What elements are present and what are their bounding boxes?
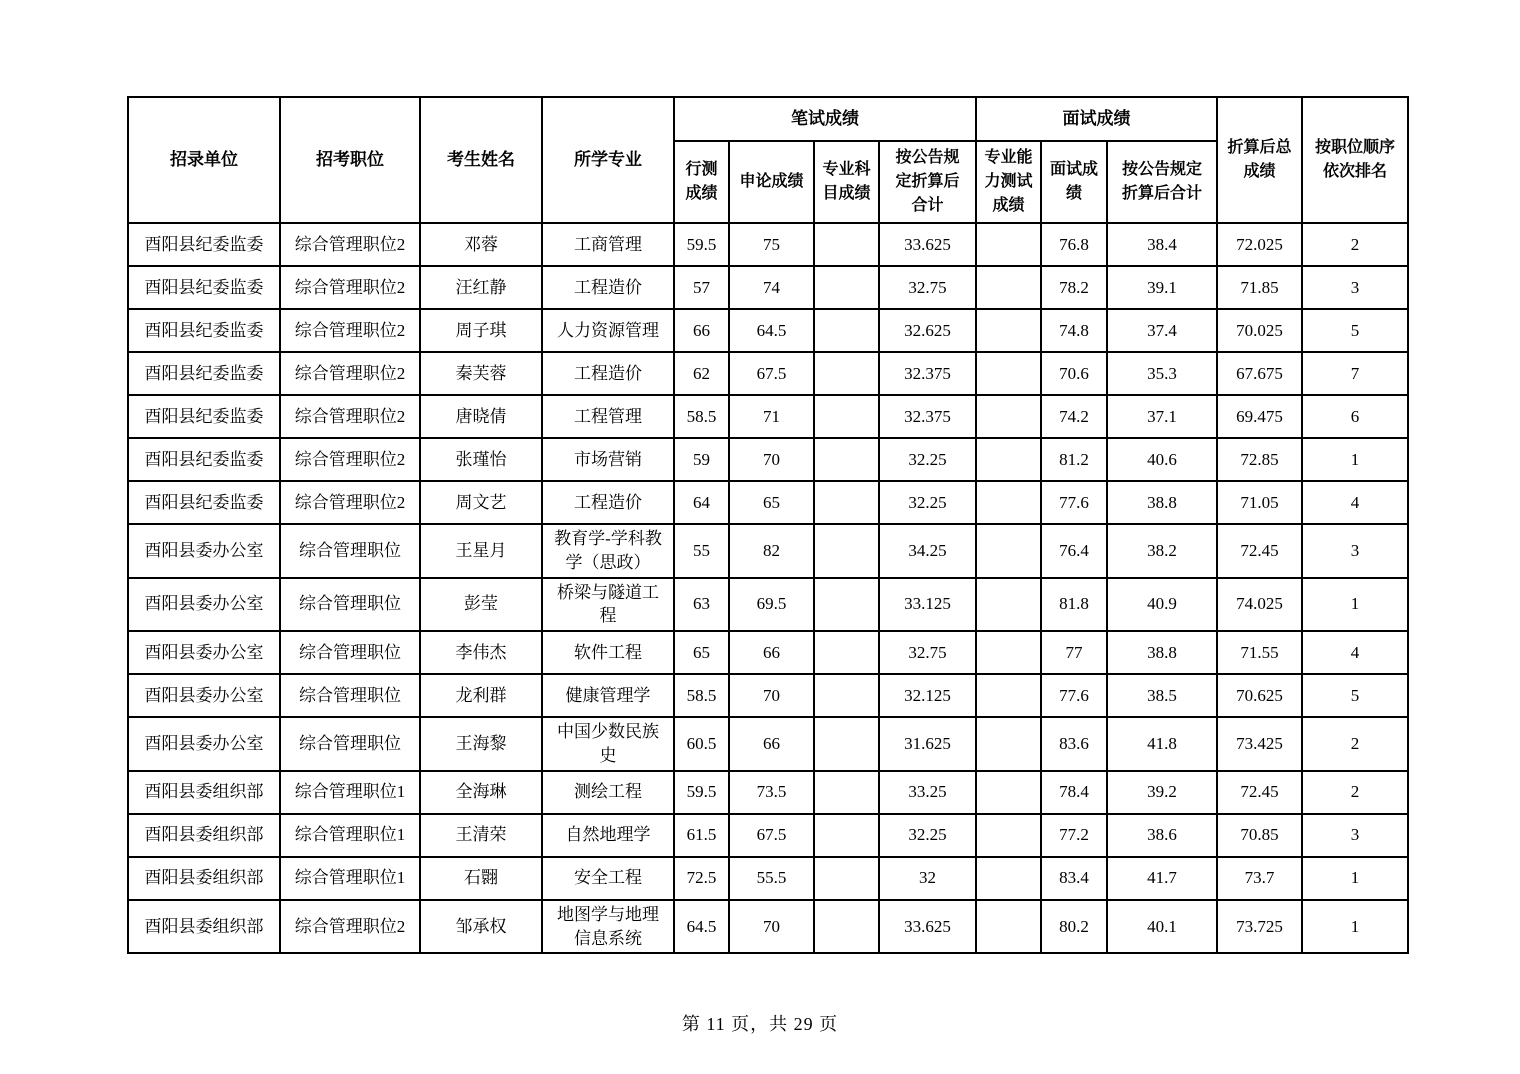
cell-interview-converted: 38.2 bbox=[1107, 524, 1217, 578]
cell-position: 综合管理职位2 bbox=[280, 395, 420, 438]
cell-position: 综合管理职位1 bbox=[280, 771, 420, 814]
cell-rank: 2 bbox=[1302, 771, 1408, 814]
cell-unit: 酉阳县委组织部 bbox=[128, 900, 280, 954]
col-group-interview-score: 面试成绩 bbox=[976, 97, 1217, 141]
cell-rank: 2 bbox=[1302, 223, 1408, 266]
table-row bbox=[128, 900, 1408, 954]
table-body bbox=[128, 223, 1408, 953]
table-row bbox=[128, 631, 1408, 674]
cell-ability-test bbox=[976, 814, 1041, 857]
cell-major: 工程造价 bbox=[542, 481, 674, 524]
cell-rank: 1 bbox=[1302, 857, 1408, 900]
cell-name: 彭莹 bbox=[420, 578, 542, 632]
cell-written-converted: 34.25 bbox=[879, 524, 976, 578]
cell-ability-test bbox=[976, 352, 1041, 395]
cell-xingce: 64.5 bbox=[674, 900, 729, 954]
cell-major: 健康管理学 bbox=[542, 674, 674, 717]
cell-written-converted: 33.25 bbox=[879, 771, 976, 814]
cell-final-total: 70.85 bbox=[1217, 814, 1302, 857]
cell-position: 综合管理职位2 bbox=[280, 900, 420, 954]
cell-subject bbox=[814, 481, 879, 524]
cell-interview-score: 74.2 bbox=[1041, 395, 1107, 438]
cell-position: 综合管理职位2 bbox=[280, 352, 420, 395]
cell-written-converted: 33.625 bbox=[879, 223, 976, 266]
cell-major: 工程造价 bbox=[542, 352, 674, 395]
table-header bbox=[128, 97, 1408, 223]
cell-shenlun: 70 bbox=[729, 438, 814, 481]
cell-rank: 3 bbox=[1302, 524, 1408, 578]
cell-subject bbox=[814, 814, 879, 857]
cell-interview-score: 77.6 bbox=[1041, 674, 1107, 717]
cell-rank: 3 bbox=[1302, 814, 1408, 857]
cell-unit: 酉阳县委办公室 bbox=[128, 578, 280, 632]
col-header-ability-test: 专业能力测试成绩 bbox=[976, 141, 1041, 223]
cell-final-total: 74.025 bbox=[1217, 578, 1302, 632]
cell-interview-score: 77.2 bbox=[1041, 814, 1107, 857]
cell-shenlun: 55.5 bbox=[729, 857, 814, 900]
cell-unit: 酉阳县委办公室 bbox=[128, 674, 280, 717]
table-row bbox=[128, 524, 1408, 578]
cell-position: 综合管理职位 bbox=[280, 631, 420, 674]
cell-subject bbox=[814, 524, 879, 578]
cell-final-total: 71.55 bbox=[1217, 631, 1302, 674]
cell-shenlun: 71 bbox=[729, 395, 814, 438]
cell-xingce: 58.5 bbox=[674, 674, 729, 717]
cell-name: 王清荣 bbox=[420, 814, 542, 857]
cell-ability-test bbox=[976, 223, 1041, 266]
cell-interview-converted: 40.9 bbox=[1107, 578, 1217, 632]
cell-rank: 4 bbox=[1302, 481, 1408, 524]
cell-unit: 酉阳县纪委监委 bbox=[128, 266, 280, 309]
cell-subject bbox=[814, 857, 879, 900]
table-row bbox=[128, 814, 1408, 857]
cell-ability-test bbox=[976, 438, 1041, 481]
table-row bbox=[128, 352, 1408, 395]
cell-name: 王海黎 bbox=[420, 717, 542, 771]
cell-interview-score: 83.6 bbox=[1041, 717, 1107, 771]
cell-final-total: 72.85 bbox=[1217, 438, 1302, 481]
cell-written-converted: 33.125 bbox=[879, 578, 976, 632]
cell-subject bbox=[814, 266, 879, 309]
cell-final-total: 67.675 bbox=[1217, 352, 1302, 395]
cell-subject bbox=[814, 674, 879, 717]
cell-unit: 酉阳县纪委监委 bbox=[128, 223, 280, 266]
cell-shenlun: 69.5 bbox=[729, 578, 814, 632]
table-row bbox=[128, 578, 1408, 632]
cell-interview-score: 76.4 bbox=[1041, 524, 1107, 578]
cell-written-converted: 32.75 bbox=[879, 631, 976, 674]
cell-ability-test bbox=[976, 266, 1041, 309]
cell-unit: 酉阳县委组织部 bbox=[128, 814, 280, 857]
col-header-written-converted: 按公告规定折算后合计 bbox=[879, 141, 976, 223]
cell-subject bbox=[814, 717, 879, 771]
table-row bbox=[128, 309, 1408, 352]
cell-interview-score: 81.8 bbox=[1041, 578, 1107, 632]
cell-unit: 酉阳县纪委监委 bbox=[128, 481, 280, 524]
cell-position: 综合管理职位 bbox=[280, 578, 420, 632]
cell-name: 周文艺 bbox=[420, 481, 542, 524]
cell-rank: 1 bbox=[1302, 438, 1408, 481]
cell-xingce: 72.5 bbox=[674, 857, 729, 900]
cell-interview-converted: 38.5 bbox=[1107, 674, 1217, 717]
table-row bbox=[128, 481, 1408, 524]
cell-final-total: 72.025 bbox=[1217, 223, 1302, 266]
cell-final-total: 71.85 bbox=[1217, 266, 1302, 309]
cell-rank: 3 bbox=[1302, 266, 1408, 309]
page-footer: 第 11 页，共 29 页 bbox=[681, 1014, 839, 1034]
header-group-row bbox=[128, 97, 1408, 141]
cell-shenlun: 70 bbox=[729, 674, 814, 717]
cell-xingce: 64 bbox=[674, 481, 729, 524]
cell-major: 软件工程 bbox=[542, 631, 674, 674]
cell-ability-test bbox=[976, 631, 1041, 674]
cell-final-total: 69.475 bbox=[1217, 395, 1302, 438]
cell-written-converted: 32.625 bbox=[879, 309, 976, 352]
cell-position: 综合管理职位1 bbox=[280, 857, 420, 900]
table-row bbox=[128, 674, 1408, 717]
cell-xingce: 59 bbox=[674, 438, 729, 481]
cell-rank: 4 bbox=[1302, 631, 1408, 674]
cell-written-converted: 32.25 bbox=[879, 438, 976, 481]
cell-name: 邓蓉 bbox=[420, 223, 542, 266]
table-row bbox=[128, 438, 1408, 481]
cell-major: 桥梁与隧道工程 bbox=[542, 578, 674, 632]
cell-subject bbox=[814, 223, 879, 266]
col-header-position: 招考职位 bbox=[280, 97, 420, 223]
cell-name: 王星月 bbox=[420, 524, 542, 578]
cell-position: 综合管理职位1 bbox=[280, 814, 420, 857]
cell-written-converted: 32.125 bbox=[879, 674, 976, 717]
cell-interview-score: 80.2 bbox=[1041, 900, 1107, 954]
cell-interview-score: 78.2 bbox=[1041, 266, 1107, 309]
cell-written-converted: 31.625 bbox=[879, 717, 976, 771]
cell-position: 综合管理职位2 bbox=[280, 223, 420, 266]
cell-subject bbox=[814, 771, 879, 814]
cell-name: 石翾 bbox=[420, 857, 542, 900]
cell-ability-test bbox=[976, 857, 1041, 900]
cell-written-converted: 32.375 bbox=[879, 395, 976, 438]
cell-subject bbox=[814, 900, 879, 954]
cell-interview-converted: 38.8 bbox=[1107, 631, 1217, 674]
cell-xingce: 58.5 bbox=[674, 395, 729, 438]
col-header-major: 所学专业 bbox=[542, 97, 674, 223]
cell-interview-converted: 38.6 bbox=[1107, 814, 1217, 857]
cell-ability-test bbox=[976, 524, 1041, 578]
cell-ability-test bbox=[976, 674, 1041, 717]
cell-position: 综合管理职位2 bbox=[280, 309, 420, 352]
cell-shenlun: 70 bbox=[729, 900, 814, 954]
cell-final-total: 73.725 bbox=[1217, 900, 1302, 954]
cell-interview-converted: 39.1 bbox=[1107, 266, 1217, 309]
cell-ability-test bbox=[976, 309, 1041, 352]
cell-unit: 酉阳县纪委监委 bbox=[128, 309, 280, 352]
cell-rank: 5 bbox=[1302, 674, 1408, 717]
cell-shenlun: 67.5 bbox=[729, 814, 814, 857]
cell-interview-score: 76.8 bbox=[1041, 223, 1107, 266]
cell-major: 中国少数民族史 bbox=[542, 717, 674, 771]
cell-rank: 7 bbox=[1302, 352, 1408, 395]
cell-interview-converted: 41.8 bbox=[1107, 717, 1217, 771]
cell-xingce: 65 bbox=[674, 631, 729, 674]
cell-unit: 酉阳县纪委监委 bbox=[128, 395, 280, 438]
cell-rank: 5 bbox=[1302, 309, 1408, 352]
cell-xingce: 62 bbox=[674, 352, 729, 395]
col-header-subject: 专业科目成绩 bbox=[814, 141, 879, 223]
cell-name: 龙利群 bbox=[420, 674, 542, 717]
cell-position: 综合管理职位 bbox=[280, 674, 420, 717]
cell-xingce: 59.5 bbox=[674, 771, 729, 814]
cell-rank: 1 bbox=[1302, 900, 1408, 954]
cell-position: 综合管理职位2 bbox=[280, 438, 420, 481]
cell-written-converted: 32.375 bbox=[879, 352, 976, 395]
cell-interview-score: 81.2 bbox=[1041, 438, 1107, 481]
cell-xingce: 63 bbox=[674, 578, 729, 632]
cell-major: 市场营销 bbox=[542, 438, 674, 481]
cell-shenlun: 66 bbox=[729, 631, 814, 674]
cell-written-converted: 32 bbox=[879, 857, 976, 900]
cell-shenlun: 74 bbox=[729, 266, 814, 309]
col-header-final-total: 折算后总成绩 bbox=[1217, 97, 1302, 223]
cell-subject bbox=[814, 395, 879, 438]
col-header-unit: 招录单位 bbox=[128, 97, 280, 223]
cell-final-total: 73.425 bbox=[1217, 717, 1302, 771]
col-header-interview-converted: 按公告规定折算后合计 bbox=[1107, 141, 1217, 223]
cell-shenlun: 75 bbox=[729, 223, 814, 266]
cell-unit: 酉阳县纪委监委 bbox=[128, 352, 280, 395]
cell-final-total: 70.025 bbox=[1217, 309, 1302, 352]
cell-interview-converted: 38.4 bbox=[1107, 223, 1217, 266]
table-row bbox=[128, 266, 1408, 309]
cell-major: 测绘工程 bbox=[542, 771, 674, 814]
cell-rank: 6 bbox=[1302, 395, 1408, 438]
cell-name: 李伟杰 bbox=[420, 631, 542, 674]
cell-name: 秦芙蓉 bbox=[420, 352, 542, 395]
table-row bbox=[128, 717, 1408, 771]
cell-shenlun: 67.5 bbox=[729, 352, 814, 395]
cell-rank: 1 bbox=[1302, 578, 1408, 632]
cell-interview-converted: 40.1 bbox=[1107, 900, 1217, 954]
col-header-interview-score: 面试成绩 bbox=[1041, 141, 1107, 223]
cell-major: 人力资源管理 bbox=[542, 309, 674, 352]
cell-xingce: 66 bbox=[674, 309, 729, 352]
cell-ability-test bbox=[976, 771, 1041, 814]
cell-xingce: 57 bbox=[674, 266, 729, 309]
score-table bbox=[127, 96, 1409, 954]
table-row bbox=[128, 771, 1408, 814]
cell-name: 汪红静 bbox=[420, 266, 542, 309]
cell-interview-converted: 41.7 bbox=[1107, 857, 1217, 900]
cell-position: 综合管理职位2 bbox=[280, 266, 420, 309]
cell-interview-converted: 39.2 bbox=[1107, 771, 1217, 814]
cell-written-converted: 32.75 bbox=[879, 266, 976, 309]
cell-xingce: 61.5 bbox=[674, 814, 729, 857]
cell-shenlun: 73.5 bbox=[729, 771, 814, 814]
cell-name: 邹承权 bbox=[420, 900, 542, 954]
cell-interview-score: 74.8 bbox=[1041, 309, 1107, 352]
cell-shenlun: 65 bbox=[729, 481, 814, 524]
cell-subject bbox=[814, 578, 879, 632]
cell-unit: 酉阳县委办公室 bbox=[128, 631, 280, 674]
cell-rank: 2 bbox=[1302, 717, 1408, 771]
cell-interview-score: 83.4 bbox=[1041, 857, 1107, 900]
cell-interview-score: 77 bbox=[1041, 631, 1107, 674]
cell-name: 张瑾怡 bbox=[420, 438, 542, 481]
cell-shenlun: 64.5 bbox=[729, 309, 814, 352]
cell-major: 安全工程 bbox=[542, 857, 674, 900]
cell-name: 唐晓倩 bbox=[420, 395, 542, 438]
cell-ability-test bbox=[976, 395, 1041, 438]
cell-major: 教育学-学科教学（思政） bbox=[542, 524, 674, 578]
cell-final-total: 71.05 bbox=[1217, 481, 1302, 524]
cell-name: 全海琳 bbox=[420, 771, 542, 814]
cell-written-converted: 33.625 bbox=[879, 900, 976, 954]
cell-xingce: 55 bbox=[674, 524, 729, 578]
cell-major: 自然地理学 bbox=[542, 814, 674, 857]
cell-written-converted: 32.25 bbox=[879, 481, 976, 524]
cell-interview-converted: 37.1 bbox=[1107, 395, 1217, 438]
cell-final-total: 72.45 bbox=[1217, 771, 1302, 814]
col-header-name: 考生姓名 bbox=[420, 97, 542, 223]
cell-final-total: 72.45 bbox=[1217, 524, 1302, 578]
col-group-written-score: 笔试成绩 bbox=[674, 97, 976, 141]
cell-unit: 酉阳县纪委监委 bbox=[128, 438, 280, 481]
cell-major: 工程造价 bbox=[542, 266, 674, 309]
col-header-shenlun: 申论成绩 bbox=[729, 141, 814, 223]
cell-xingce: 60.5 bbox=[674, 717, 729, 771]
cell-interview-score: 78.4 bbox=[1041, 771, 1107, 814]
col-header-xingce: 行测成绩 bbox=[674, 141, 729, 223]
cell-major: 工商管理 bbox=[542, 223, 674, 266]
cell-interview-converted: 35.3 bbox=[1107, 352, 1217, 395]
cell-interview-score: 70.6 bbox=[1041, 352, 1107, 395]
cell-unit: 酉阳县委办公室 bbox=[128, 717, 280, 771]
cell-unit: 酉阳县委组织部 bbox=[128, 771, 280, 814]
cell-unit: 酉阳县委组织部 bbox=[128, 857, 280, 900]
cell-name: 周子琪 bbox=[420, 309, 542, 352]
cell-xingce: 59.5 bbox=[674, 223, 729, 266]
table-row bbox=[128, 223, 1408, 266]
cell-interview-converted: 40.6 bbox=[1107, 438, 1217, 481]
cell-position: 综合管理职位 bbox=[280, 524, 420, 578]
cell-final-total: 70.625 bbox=[1217, 674, 1302, 717]
table-row bbox=[128, 857, 1408, 900]
cell-position: 综合管理职位 bbox=[280, 717, 420, 771]
cell-position: 综合管理职位2 bbox=[280, 481, 420, 524]
cell-ability-test bbox=[976, 717, 1041, 771]
cell-unit: 酉阳县委办公室 bbox=[128, 524, 280, 578]
cell-interview-converted: 37.4 bbox=[1107, 309, 1217, 352]
cell-shenlun: 82 bbox=[729, 524, 814, 578]
cell-interview-converted: 38.8 bbox=[1107, 481, 1217, 524]
cell-subject bbox=[814, 352, 879, 395]
cell-written-converted: 32.25 bbox=[879, 814, 976, 857]
cell-shenlun: 66 bbox=[729, 717, 814, 771]
cell-major: 工程管理 bbox=[542, 395, 674, 438]
cell-ability-test bbox=[976, 481, 1041, 524]
cell-ability-test bbox=[976, 900, 1041, 954]
table-row bbox=[128, 395, 1408, 438]
cell-subject bbox=[814, 309, 879, 352]
cell-ability-test bbox=[976, 578, 1041, 632]
cell-subject bbox=[814, 438, 879, 481]
cell-final-total: 73.7 bbox=[1217, 857, 1302, 900]
cell-major: 地图学与地理信息系统 bbox=[542, 900, 674, 954]
cell-interview-score: 77.6 bbox=[1041, 481, 1107, 524]
cell-subject bbox=[814, 631, 879, 674]
col-header-rank: 按职位顺序依次排名 bbox=[1302, 97, 1408, 223]
